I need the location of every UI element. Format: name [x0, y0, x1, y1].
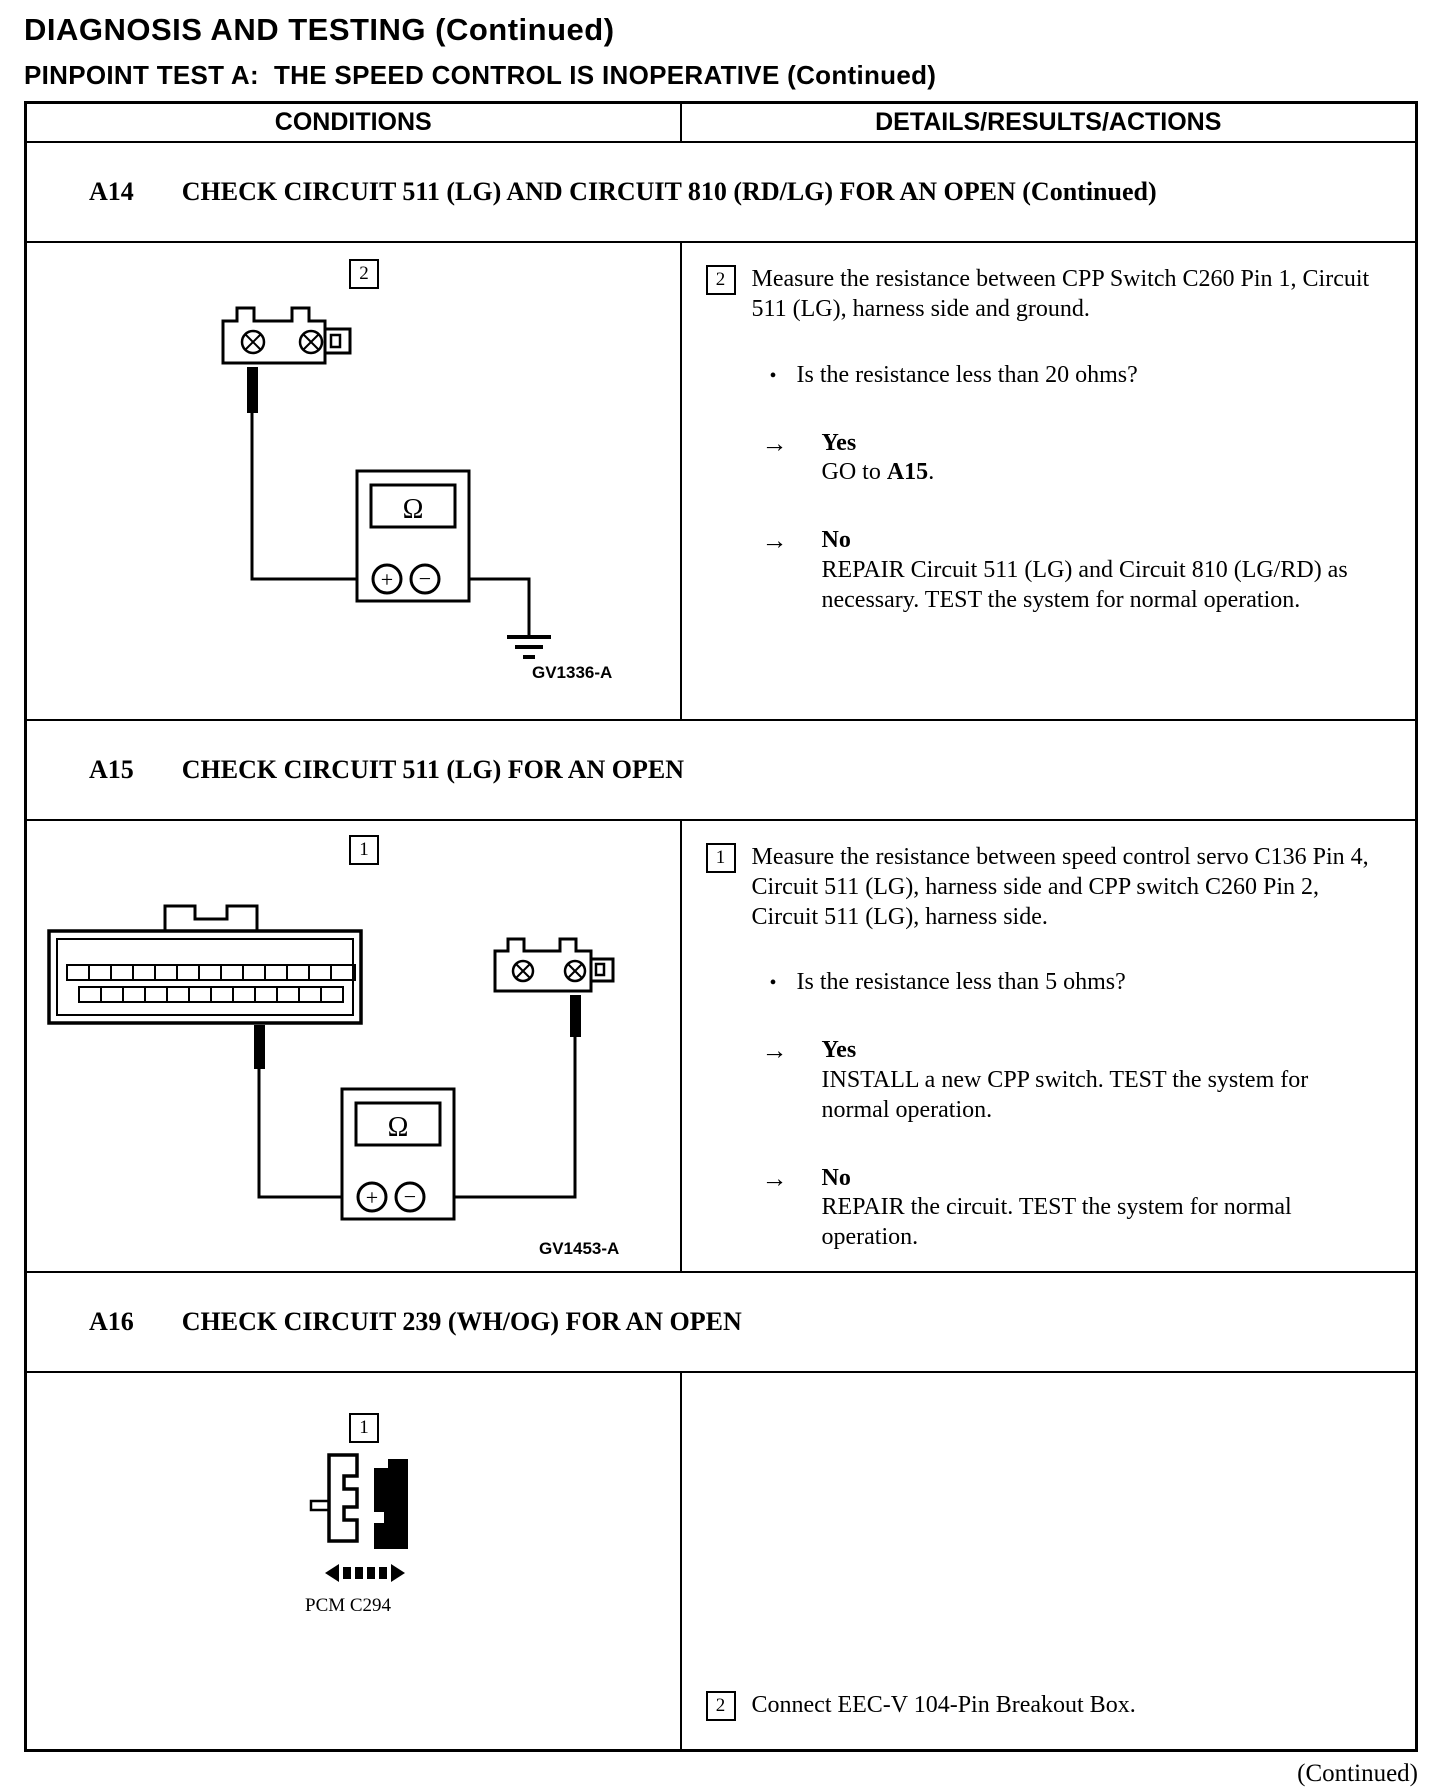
a14-no-label: No	[821, 527, 851, 553]
servo-connector	[49, 906, 361, 1023]
pinpoint-test-table	[24, 101, 1418, 1752]
row-a16-body	[26, 1372, 1417, 1750]
page-footer: (Continued)	[1297, 1759, 1418, 1787]
a14-no-body	[822, 526, 1367, 615]
a14-question-row	[770, 361, 1392, 391]
row-a14-body	[26, 242, 1417, 720]
a15-diagram	[27, 821, 680, 1271]
minus-terminal: −	[403, 1184, 417, 1209]
pcm-connector-icon	[311, 1455, 407, 1548]
wire-left	[252, 413, 373, 579]
col-header-details: DETAILS/RESULTS/ACTIONS	[681, 103, 1417, 143]
a15-no-label: No	[821, 1164, 851, 1191]
a15-figure-caption: GV1453-A	[539, 1239, 620, 1258]
a14-diagram	[27, 243, 680, 719]
a15-yes-text: INSTALL a new CPP switch. TEST the system for normal operation.	[821, 1067, 1309, 1123]
a16-diagram-step-box: 1	[349, 1413, 379, 1443]
bullet-icon: •	[769, 364, 777, 387]
row-a15-head	[26, 720, 1417, 820]
a15-yes-label: Yes	[821, 1037, 857, 1064]
a16-figure-caption: PCM C294	[305, 1595, 392, 1616]
a14-instruction: Measure the resistance between CPP Switch C260 Pin 1, Circuit 511 (LG), harness side and ground.	[751, 266, 1370, 322]
pcm-tab	[311, 1501, 329, 1510]
a15-step-row	[706, 843, 1392, 932]
a15-row-title	[26, 720, 1417, 820]
test-probe-icon	[254, 1025, 265, 1069]
a14-no-text: REPAIR Circuit 511 (LG) and Circuit 810 (LG/RD) as necessary. TEST the system for normal operation.	[821, 556, 1348, 613]
a16-step-box: 2	[706, 1691, 736, 1721]
row-a16-head	[26, 1272, 1417, 1372]
a14-figure-caption: GV1336-A	[532, 663, 613, 682]
test-probe-icon	[247, 367, 258, 413]
a16-instruction: Connect EEC-V 104-Pin Breakout Box.	[751, 1691, 1136, 1718]
col-header-conditions: CONDITIONS	[26, 103, 681, 143]
a14-no-branch	[762, 526, 1392, 615]
a15-diagram-step-box: 1	[349, 835, 379, 865]
a15-no-body	[822, 1164, 1367, 1253]
a16-row-title	[26, 1272, 1417, 1372]
table-header-row	[26, 103, 1417, 143]
a15-no-branch	[762, 1164, 1392, 1253]
a14-step-row	[706, 265, 1392, 325]
pin-strip-icon	[325, 1564, 405, 1582]
pcm-plug-icon	[375, 1460, 407, 1548]
ohmmeter-icon	[357, 471, 469, 601]
a15-instruction: Measure the resistance between speed control servo C136 Pin 4, Circuit 511 (LG), harness side and CPP switch C260 Pin 2, Circuit 511 (LG), harness side.	[751, 844, 1369, 930]
ohm-symbol: Ω	[402, 494, 424, 525]
a14-diagram-step-box: 2	[349, 259, 379, 289]
a14-row-title	[26, 142, 1417, 242]
a15-id: A15	[89, 755, 134, 784]
a15-details-cell	[681, 820, 1417, 1272]
a14-circuit-drawing	[27, 243, 677, 703]
plus-terminal: +	[380, 567, 394, 592]
a14-yes-prefix: GO to	[821, 459, 887, 486]
a15-circuit-drawing	[27, 821, 677, 1266]
a15-question: Is the resistance less than 5 ohms?	[796, 969, 1126, 996]
a15-step-box: 1	[706, 843, 736, 873]
arrow-icon: →	[761, 1163, 788, 1193]
arrow-icon: →	[761, 526, 788, 555]
a14-conditions-cell	[26, 242, 681, 720]
a15-no-text: REPAIR the circuit. TEST the system for normal operation.	[821, 1194, 1292, 1250]
cpp-connector	[495, 939, 613, 991]
a15-question-row	[770, 968, 1392, 998]
a14-yes-suffix: .	[928, 459, 935, 486]
a15-yes-body	[822, 1036, 1367, 1125]
a14-id: A14	[89, 177, 134, 206]
row-a15-body	[26, 820, 1417, 1272]
arrow-icon: →	[761, 428, 788, 458]
a16-id: A16	[89, 1307, 134, 1336]
a16-diagram	[27, 1373, 680, 1749]
a16-step-row	[706, 1691, 1392, 1721]
a14-yes-target: A15	[886, 459, 929, 486]
a14-yes-text	[822, 458, 935, 488]
cpp-connector	[223, 308, 350, 363]
page-subtitle: PINPOINT TEST A: THE SPEED CONTROL IS INOPERATIVE (Continued)	[24, 60, 937, 90]
ohmmeter-icon	[342, 1089, 454, 1219]
test-probe-icon	[570, 995, 581, 1037]
minus-terminal: −	[418, 566, 432, 591]
a15-conditions-cell	[26, 820, 681, 1272]
a14-details-cell	[681, 242, 1417, 720]
a16-details-cell	[681, 1372, 1417, 1750]
a14-yes-branch	[762, 429, 1392, 489]
ground-icon	[507, 637, 551, 657]
plus-terminal: +	[365, 1185, 379, 1210]
a14-step-box: 2	[706, 265, 736, 295]
page-title: DIAGNOSIS AND TESTING (Continued)	[24, 12, 615, 47]
a16-title: CHECK CIRCUIT 239 (WH/OG) FOR AN OPEN	[181, 1307, 742, 1336]
a14-title: CHECK CIRCUIT 511 (LG) AND CIRCUIT 810 (RD/LG) FOR AN OPEN (Continued)	[181, 177, 1157, 206]
a16-conditions-cell	[26, 1372, 681, 1750]
a14-yes-body	[822, 429, 935, 489]
a14-question: Is the resistance less than 20 ohms?	[796, 361, 1138, 388]
a15-yes-branch	[762, 1036, 1392, 1125]
bullet-icon: •	[769, 972, 777, 995]
arrow-icon: →	[761, 1036, 788, 1066]
row-a14-head	[26, 142, 1417, 242]
ohm-symbol: Ω	[387, 1112, 409, 1143]
a14-yes-label: Yes	[821, 429, 857, 456]
a15-title: CHECK CIRCUIT 511 (LG) FOR AN OPEN	[181, 755, 685, 784]
